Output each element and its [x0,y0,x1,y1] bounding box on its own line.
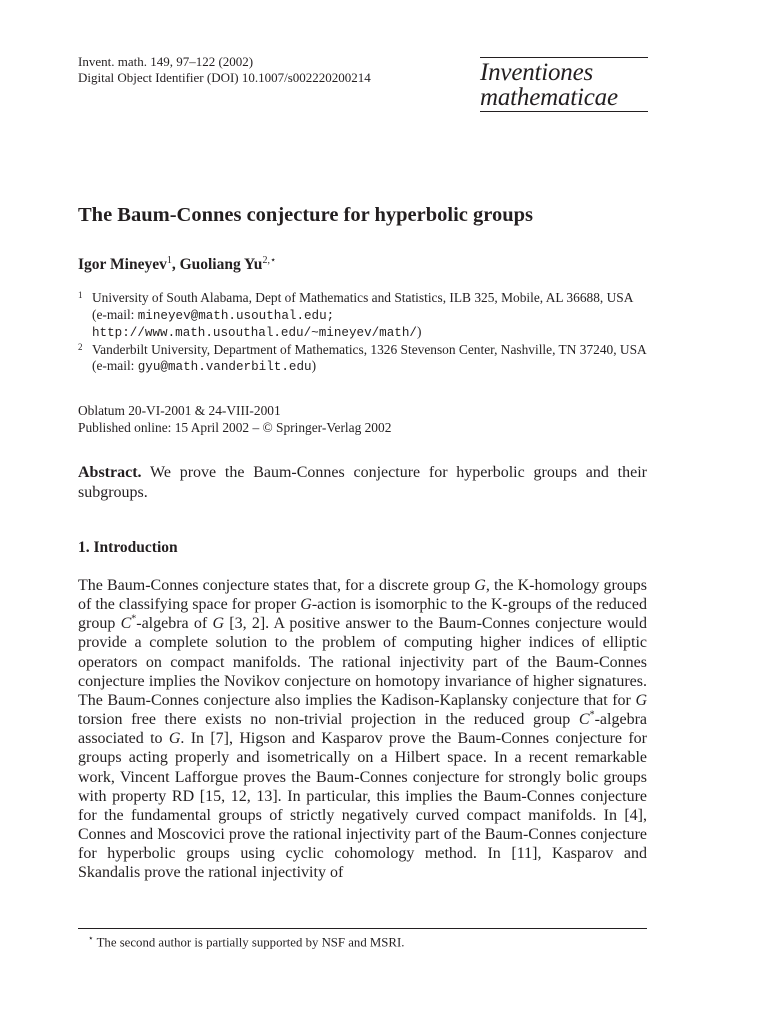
affiliation-marker: 2,⋆ [262,255,277,266]
introduction-paragraph [78,576,647,883]
email-prefix: (e-mail: [92,306,138,322]
paper-title: The Baum-Connes conjecture for hyperbolic groups [78,204,533,226]
math-symbol: G [474,577,486,594]
footnote-divider [78,928,647,929]
author-name: Igor Mineyev [78,256,167,274]
email-link[interactable]: gyu@math.vanderbilt.edu [137,360,312,375]
intro-text: torsion free there exists no non-trivial projection in the reduced group [78,711,579,729]
math-superscript: * [131,613,137,625]
math-symbol: G [300,596,312,614]
citation-header [78,54,371,86]
intro-text: -algebra associated to [78,711,647,748]
math-symbol: G [212,615,225,633]
affiliation-text: University of South Alabama, Dept of Mathematics and Statistics, ILB 325, Mobile, AL 36688, USA [92,290,634,305]
math-symbol: C [578,711,590,729]
doi-line: Digital Object Identifier (DOI) 10.1007/s002220200214 [78,70,371,85]
author-separator: , [171,256,180,274]
journal-name-line2: mathematicae [480,85,648,112]
affiliation-item [78,290,648,342]
citation-line: Invent. math. 149, 97–122 (2002) [78,54,254,69]
intro-text: -algebra of [136,615,213,633]
intro-text: [3, 2]. A positive answer to the Baum-Connes conjecture would provide a complete solution to the problem of computing higher indices of elliptic operators on compact manifolds. The rational injectivity part of the Baum-Connes conjecture implies the Novikov conjecture on homotopy invariance of higher signatures. The Baum-Connes conjecture also implies the Kadison-Kaplansky conjecture that for [78,615,648,709]
footnote [88,933,404,950]
abstract [78,463,647,503]
affiliation-item [78,342,648,376]
homepage-link[interactable]: http://www.math.usouthal.edu/~mineyev/math/ [92,326,417,341]
math-superscript: * [589,709,595,721]
journal-logo [480,57,648,112]
math-symbol: G [168,730,181,748]
published-date: Published online: 15 April 2002 – © Springer-Verlag 2002 [78,419,392,435]
author-list [78,255,276,274]
author-name: Guoliang Yu [179,256,263,274]
affiliation-number: 2 [78,341,83,352]
journal-name-line1: Inventiones [480,57,648,85]
email-link[interactable]: mineyev@math.usouthal.edu; [137,308,335,323]
footnote-text: The second author is partially supported by NSF and MSRI. [93,935,405,950]
affiliations [78,290,648,376]
affiliation-number: 1 [78,290,83,300]
intro-text: The Baum-Connes conjecture states that, for a discrete group [78,577,475,594]
intro-text: -action is isomorphic to the K-groups of the reduced group [78,596,648,633]
math-symbol: G [635,691,647,709]
oblatum-date: Oblatum 20-VI-2001 & 24-VIII-2001 [78,403,281,418]
publication-dates [78,403,391,436]
abstract-label: Abstract. [78,464,142,481]
affiliation-marker: 1 [166,255,172,266]
intro-text: . In [7], Higson and Kasparov prove the Baum-Connes conjecture for groups acting properly and isometrically on a Hilbert space. In a recent remarkable work, Vincent Lafforgue proves the Baum-Connes conjecture for strongly bolic groups with property RD [15, 12, 13]. In particular, this implies the Baum-Connes conjecture for the fundamental groups of strictly negatively curved compact manifolds. In [4], Connes and Moscovici prove the rational injectivity part of the Baum-Connes conjecture for hyperbolic groups using cyclic cohomology method. In [11], Kasparov and Skandalis prove the rational injectivity of [78,730,647,882]
abstract-text: We prove the Baum-Connes conjecture for hyperbolic groups and their subgroups. [78,464,647,501]
math-symbol: C [120,615,132,633]
footnote-marker: ⋆ [88,933,94,943]
affiliation-suffix: ) [416,324,422,340]
section-heading: 1. Introduction [78,539,178,556]
affiliation-text: Vanderbilt University, Department of Mathematics, 1326 Stevenson Center, Nashville, TN 37240, USA (e-mail: [92,341,646,374]
affiliation-suffix: ) [311,358,317,374]
intro-text: , the K-homology groups of the classifying space for proper [78,577,648,614]
